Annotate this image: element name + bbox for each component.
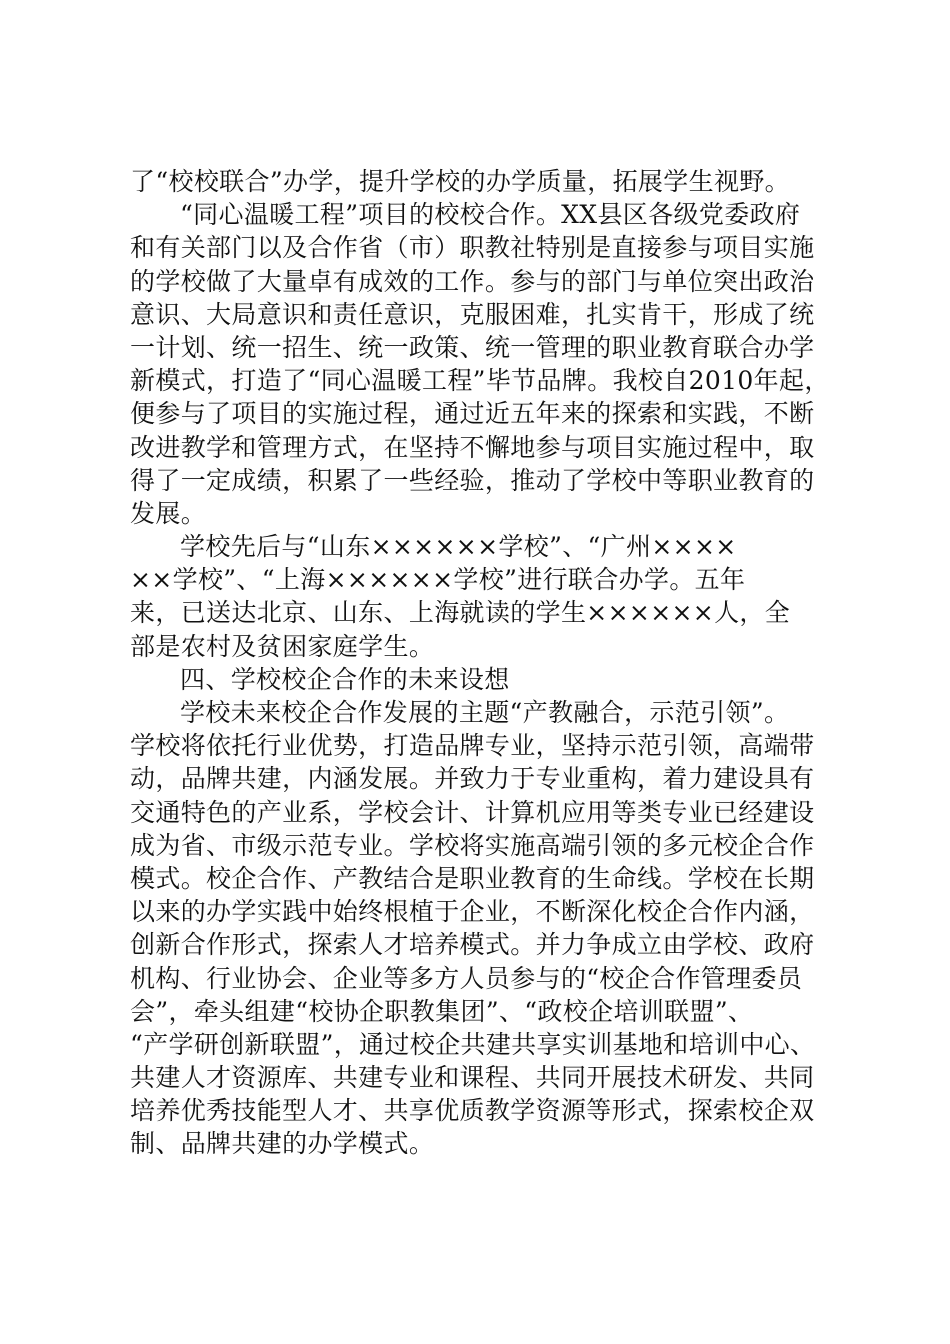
text-line: 创新合作形式，探索人才培养模式。并力争成立由学校、政府 <box>130 930 815 960</box>
text-line: ××学校”、“上海××××××学校”进行联合办学。五年 <box>130 565 746 595</box>
text-line: 动，品牌共建，内涵发展。并致力于专业重构，着力建设具有 <box>130 764 815 794</box>
text-line: 发展。 <box>130 498 207 528</box>
text-line: 制、品牌共建的办学模式。 <box>130 1129 435 1159</box>
text-line: 交通特色的产业系，学校会计、计算机应用等类专业已经建设 <box>130 797 815 827</box>
document-body <box>130 165 830 1161</box>
text-line: 改进教学和管理方式，在坚持不懈地参与项目实施过程中，取 <box>130 432 815 462</box>
text-line: 四、学校校企合作的未来设想 <box>180 664 510 694</box>
text-line: 学校将依托行业优势，打造品牌专业，坚持示范引领，高端带 <box>130 731 815 761</box>
text-line: 模式。校企合作、产教结合是职业教育的生命线。学校在长期 <box>130 863 815 893</box>
text-line: 的学校做了大量卓有成效的工作。参与的部门与单位突出政治 <box>130 266 815 296</box>
text-line: 培养优秀技能型人才、共享优质教学资源等形式，探索校企双 <box>130 1096 815 1126</box>
text-line: 学校未来校企合作发展的主题“产教融合，示范引领”。 <box>180 698 790 727</box>
text-line: 部是农村及贫困家庭学生。 <box>130 631 435 661</box>
text-line: 来，已送达北京、山东、上海就读的学生××××××人，全 <box>130 598 791 628</box>
text-line: “产学研创新联盟”，通过校企共建共享实训基地和培训中心、 <box>130 1029 816 1059</box>
text-line: 以来的办学实践中始终根植于企业，不断深化校企合作内涵， <box>130 897 815 927</box>
text-line: 成为省、市级示范专业。学校将实施高端引领的多元校企合作 <box>130 830 815 860</box>
text-line: 新模式，打造了“同心温暖工程”毕节品牌。我校自2010年起， <box>130 366 830 396</box>
text-line: 机构、行业协会、企业等多方人员参与的“校企合作管理委员 <box>130 963 803 993</box>
text-line: 便参与了项目的实施过程，通过近五年来的探索和实践，不断 <box>130 399 815 429</box>
text-line: 一计划、统一招生、统一政策、统一管理的职业教育联合办学 <box>130 332 815 362</box>
text-line: 共建人才资源库、共建专业和课程、共同开展技术研发、共同 <box>130 1063 815 1093</box>
text-line: 和有关部门以及合作省（市）职教社特别是直接参与项目实施 <box>130 233 815 263</box>
text-line: 得了一定成绩，积累了一些经验，推动了学校中等职业教育的 <box>130 465 815 495</box>
text-line: 意识、大局意识和责任意识，克服困难，扎实肯干，形成了统 <box>130 299 815 329</box>
text-line: 学校先后与“山东××××××学校”、“广州×××× <box>180 532 737 562</box>
text-line: 了“校校联合”办学，提升学校的办学质量，拓展学生视野。 <box>130 167 791 196</box>
text-line: 会”，牵头组建“校协企职教集团”、“政校企培训联盟”、 <box>130 996 754 1026</box>
text-line: “同心温暖工程”项目的校校合作。XX县区各级党委政府 <box>180 200 801 230</box>
